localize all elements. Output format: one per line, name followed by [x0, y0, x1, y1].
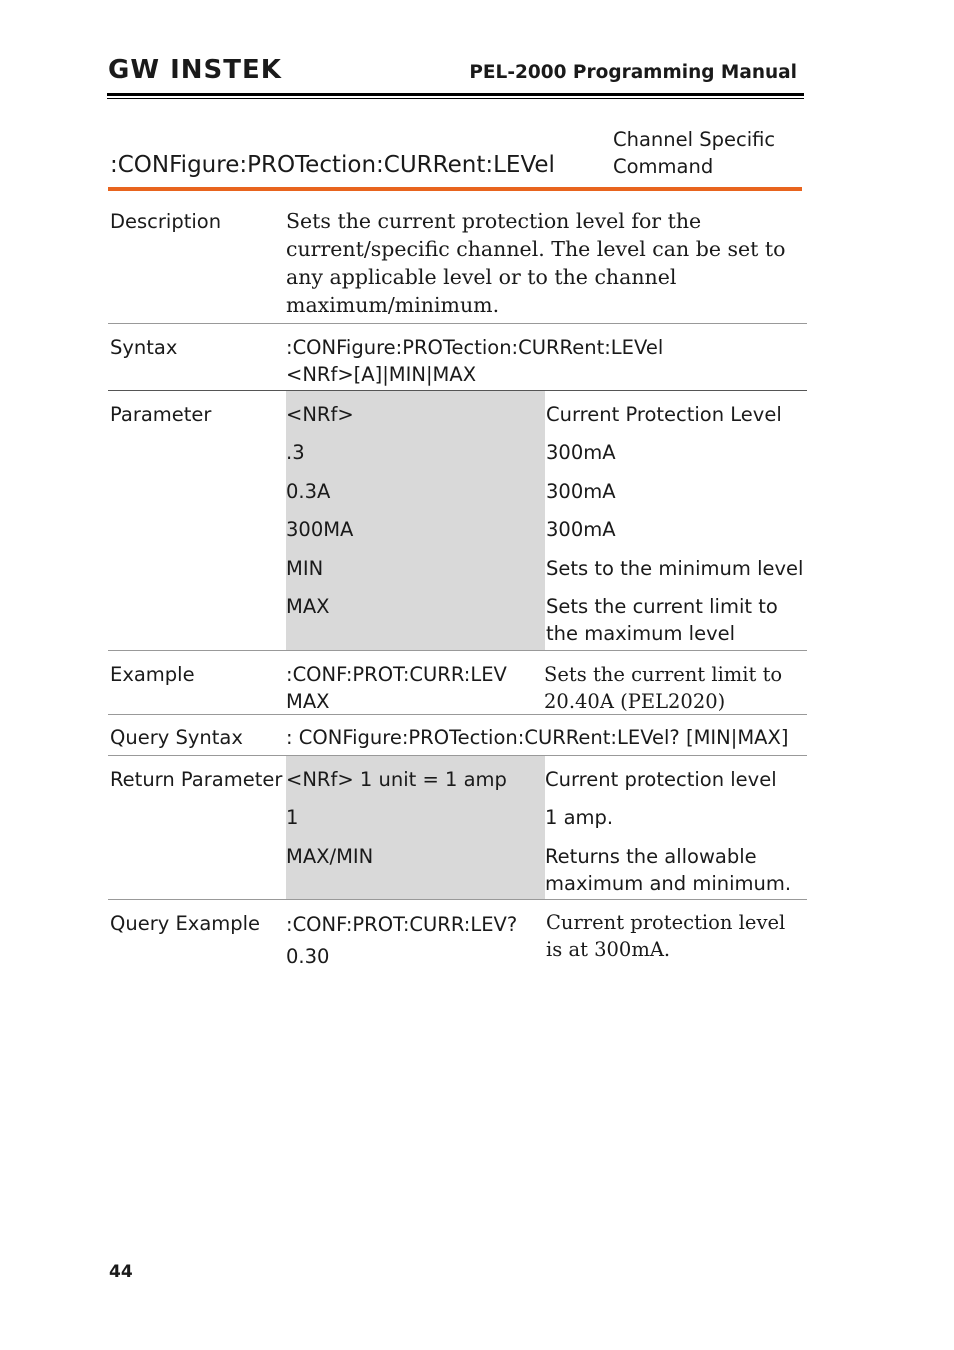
- syntax-row: [108, 324, 807, 391]
- parameter-row: [108, 391, 807, 651]
- example-label: Example: [110, 663, 195, 686]
- query-example-description-line: Current protection level: [546, 911, 786, 934]
- return-parameter-row: [108, 756, 807, 900]
- description-line: Sets the current protection level for the: [286, 209, 702, 233]
- description-line: current/specific channel. The level can be set to: [286, 237, 786, 261]
- command-reference-table: [108, 200, 807, 980]
- parameter-value: 300mA: [546, 480, 616, 503]
- query-example-command-line: 0.30: [286, 945, 330, 968]
- header-divider-thin: [107, 98, 804, 99]
- manual-title: PEL-2000 Programming Manual: [469, 62, 797, 83]
- command-type-line1: Channel Specific: [613, 128, 776, 151]
- gw-instek-logo: GW INSTEK: [108, 55, 282, 85]
- return-key: MAX/MIN: [286, 845, 374, 868]
- return-value: 1 amp.: [545, 806, 614, 829]
- query-example-command-line: :CONF:PROT:CURR:LEV?: [286, 913, 518, 936]
- query-example-description: [546, 909, 785, 963]
- example-command: [286, 661, 507, 715]
- query-example-command: [286, 909, 517, 973]
- description-row: [108, 200, 807, 324]
- return-value: Returns the allowable: [545, 845, 757, 868]
- command-title: :CONFigure:PROTection:CURRent:LEVel: [110, 152, 555, 178]
- parameter-key: 300MA: [286, 518, 354, 541]
- parameter-value: Sets the current limit to: [546, 595, 778, 618]
- example-description-line: Sets the current limit to: [544, 663, 783, 686]
- example-description-line: 20.40A (PEL2020): [544, 690, 726, 713]
- return-key: <NRf> 1 unit = 1 amp: [286, 768, 507, 791]
- return-parameter-label: Return Parameter: [110, 768, 283, 791]
- example-description: [544, 661, 782, 715]
- query-example-description-line: is at 300mA.: [546, 938, 671, 961]
- heading-accent-rule: [108, 187, 802, 191]
- query-syntax-text: : CONFigure:PROTection:CURRent:LEVel? [MIN|MAX]: [286, 726, 789, 749]
- command-type: [613, 126, 775, 180]
- syntax-line: <NRf>[A]|MIN|MAX: [286, 363, 477, 386]
- description-line: any applicable level or to the channel: [286, 265, 677, 289]
- return-key: 1: [286, 806, 299, 829]
- query-example-row: [108, 900, 807, 980]
- example-command-line: :CONF:PROT:CURR:LEV: [286, 663, 507, 686]
- command-type-line2: Command: [613, 155, 714, 178]
- parameter-key: MAX: [286, 595, 330, 618]
- parameter-label: Parameter: [110, 403, 212, 426]
- parameter-key: .3: [286, 441, 305, 464]
- parameter-value: Current Protection Level: [546, 403, 782, 426]
- parameter-value: 300mA: [546, 518, 616, 541]
- parameter-value: 300mA: [546, 441, 616, 464]
- example-row: [108, 651, 807, 715]
- parameter-key: 0.3A: [286, 480, 331, 503]
- query-syntax-row: [108, 715, 807, 756]
- description-label: Description: [110, 210, 222, 233]
- description-line: maximum/minimum.: [286, 293, 500, 317]
- query-example-label: Query Example: [110, 912, 261, 935]
- syntax-text: [286, 334, 663, 388]
- return-value: Current protection level: [545, 768, 777, 791]
- header-divider: [107, 93, 804, 96]
- parameter-value: Sets to the minimum level: [546, 557, 804, 580]
- page-number: 44: [109, 1262, 133, 1282]
- syntax-label: Syntax: [110, 336, 178, 359]
- syntax-line: :CONFigure:PROTection:CURRent:LEVel: [286, 336, 664, 359]
- description-text: [286, 207, 785, 319]
- return-value-cont: maximum and minimum.: [545, 872, 792, 895]
- parameter-value-cont: the maximum level: [546, 622, 736, 645]
- example-command-line: MAX: [286, 690, 330, 713]
- parameter-key: <NRf>: [286, 403, 354, 426]
- parameter-key: MIN: [286, 557, 324, 580]
- query-syntax-label: Query Syntax: [110, 726, 243, 749]
